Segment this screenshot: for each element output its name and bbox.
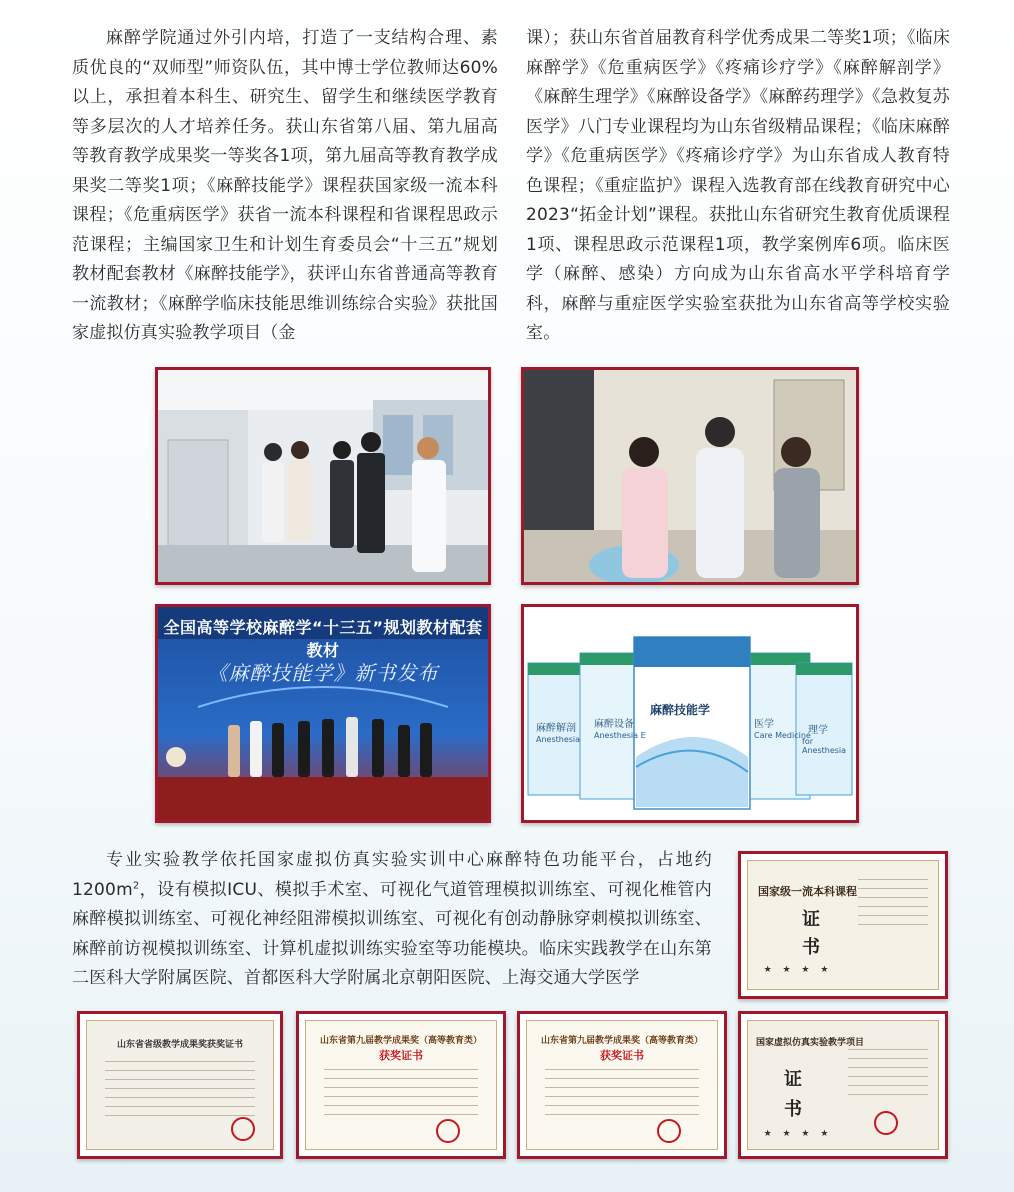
certificate-provincial-award [77, 1011, 283, 1159]
launch-subtitle-text: 《麻醉技能学》新书发布 [207, 661, 439, 685]
official-seal [874, 1111, 898, 1135]
book-1-english: Anesthesia [536, 735, 581, 744]
certificate-header: 国家虚拟仿真实验教学项目 [756, 1038, 865, 1048]
certificate-paper [747, 860, 939, 990]
book-2-english: Anesthesia E [594, 731, 646, 740]
official-seal [436, 1119, 460, 1143]
official-seal [657, 1119, 681, 1143]
certificate-paper [526, 1020, 718, 1150]
certificate-header: 国家级一流本科课程 [758, 885, 857, 898]
certificate-detail-lines [545, 1061, 699, 1123]
certificate-paper [86, 1020, 274, 1150]
certificate-ninth-award-1 [296, 1011, 506, 1159]
book-front-title: 麻醉技能学 [650, 703, 711, 717]
photo-textbook-covers [521, 604, 859, 823]
lab-visit-image [158, 370, 488, 582]
certificate-title: 山东省第九届教学成果奖（高等教育类） [319, 1036, 482, 1046]
certificate-detail-lines [858, 871, 928, 933]
lab-paragraph-part-2: ，设有模拟ICU、模拟手术室、可视化气道管理模拟训练室、可视化椎管内麻醉模拟训练室、可视化神经阻滞模拟训练室、可视化有创动静脉穿刺模拟训练室、麻醉前访视模拟训练室、计算机虚拟训练实验室等功能模块。临床实践教学在山东第二医科大学附属医院、首都医科大学附属北京朝阳医院、上海交通大学医学 [72, 879, 712, 988]
certificate-char-2: 书 [784, 1099, 802, 1120]
certificate-char-2: 书 [802, 937, 820, 958]
photo-book-launch [155, 604, 491, 823]
certificate-char-1: 证 [784, 1069, 802, 1090]
photo-lab-visit [155, 367, 491, 585]
certificate-subtitle: 获奖证书 [600, 1049, 644, 1062]
book-5-english: for Anesthesia [802, 737, 847, 755]
certificate-subtitle: 获奖证书 [379, 1049, 423, 1062]
certificate-detail-lines [105, 1053, 255, 1124]
launch-banner-text: 全国高等学校麻醉学“十三五”规划教材配套教材 [163, 618, 483, 660]
intro-paragraph-left: 麻醉学院通过外引内培，打造了一支结构合理、素质优良的“双师型”师资队伍，其中博士学位教师达60%以上，承担着本科生、研究生、留学生和继续医学教育等多层次的人才培养任务。获山东省第八届、第九届高等教育教学成果奖一等奖各1项，第九届高等教育教学成果奖二等奖1项；《麻醉技能学》课程获国家级一流本科课程；《危重病医学》获省一流本科课程和省课程思政示范课程；主编国家卫生和计划生育委员会“十三五”规划教材配套教材《麻醉技能学》，获评山东省普通高等教育一流教材；《麻醉学临床技能思维训练综合实验》获批国家虚拟仿真实验教学项目（金 [72, 28, 498, 343]
book-2-title: 麻醉设备 [594, 719, 634, 730]
area-unit-exponent: 2 [132, 879, 140, 891]
certificate-detail-lines [324, 1061, 478, 1123]
certificate-virtual-simulation [738, 1011, 948, 1159]
lab-teaching-paragraph [72, 846, 712, 994]
certificate-national-course [738, 851, 948, 999]
book-4-title: 医学 [754, 719, 774, 730]
certificate-title: 山东省第九届教学成果奖（高等教育类） [540, 1036, 703, 1046]
lab-paragraph-part-1: 专业实验教学依托国家虚拟仿真实验实训中心麻醉特色功能平台，占地约1200m [72, 850, 712, 900]
certificate-title: 山东省省级教学成果奖获奖证书 [116, 1040, 243, 1050]
intro-paragraph-right: 课）；获山东省首届教育科学优秀成果二等奖1项；《临床麻醉学》《危重病医学》《疼痛诊疗学》《麻醉解剖学》《麻醉生理学》《麻醉设备学》《麻醉药理学》《急救复苏医学》八门专业课程均为山东省级精品课程；《临床麻醉学》《危重病医学》《疼痛诊疗学》为山东省成人教育特色课程；《重症监护》课程入选教育部在线教育研究中心2023“拓金计划”课程。获批山东省研究生教育优质课程1项、课程思政示范课程1项，教学案例库6项。临床医学（麻醉、感染）方向成为山东省高水平学科培育学科，麻醉与重症医学实验室获批为山东省高等学校实验室。 [526, 28, 951, 343]
certificate-paper [747, 1020, 939, 1150]
leaders-visit-image [524, 370, 856, 582]
certificate-char-1: 证 [802, 909, 820, 930]
book-4-english: Care Medicine [754, 731, 811, 740]
certificate-detail-lines [848, 1041, 928, 1103]
certificate-stars: ★ ★ ★ ★ [763, 1129, 833, 1139]
book-5-title: 理学 [808, 725, 828, 736]
certificate-stars: ★ ★ ★ ★ [763, 965, 833, 975]
book-1-title: 麻醉解剖 [536, 723, 576, 734]
certificate-paper [305, 1020, 497, 1150]
certificate-ninth-award-2 [517, 1011, 727, 1159]
official-seal [231, 1117, 255, 1141]
photo-leaders-visit [521, 367, 859, 585]
